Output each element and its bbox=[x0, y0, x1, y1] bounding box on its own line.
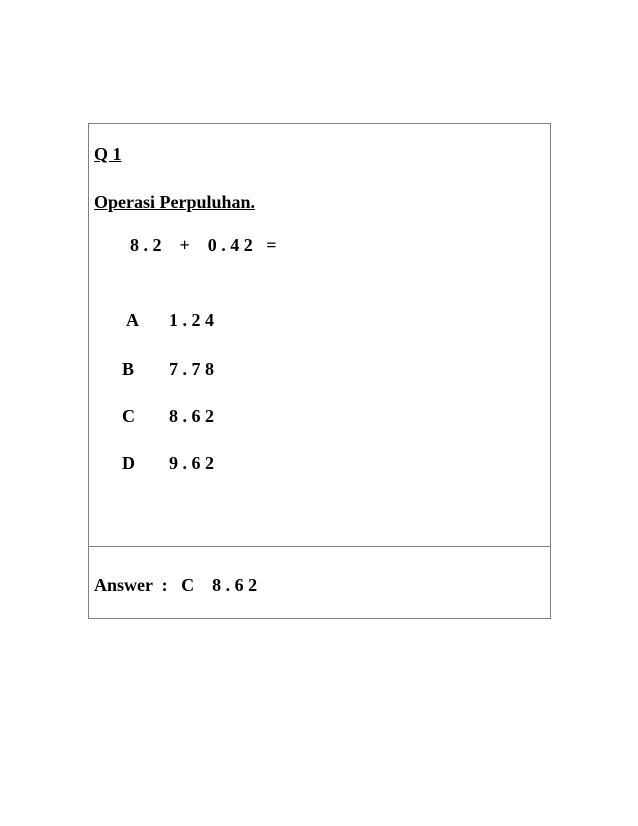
option-letter: D bbox=[122, 453, 135, 473]
option-value: 7 . 7 8 bbox=[169, 359, 214, 379]
option-letter: B bbox=[122, 359, 135, 379]
option-letter: A bbox=[126, 310, 139, 330]
question-expression: 8 . 2 + 0 . 4 2 = bbox=[130, 235, 277, 255]
question-number: Q 1 bbox=[94, 144, 122, 164]
question-box bbox=[88, 123, 551, 619]
option-value: 9 . 6 2 bbox=[169, 453, 214, 473]
answer-line: Answer : C 8 . 6 2 bbox=[94, 575, 258, 595]
answer-divider bbox=[89, 546, 550, 547]
question-topic: Operasi Perpuluhan. bbox=[94, 192, 256, 212]
option-value: 1 . 2 4 bbox=[169, 310, 214, 330]
option-letter: C bbox=[122, 406, 135, 426]
option-value: 8 . 6 2 bbox=[169, 406, 214, 426]
